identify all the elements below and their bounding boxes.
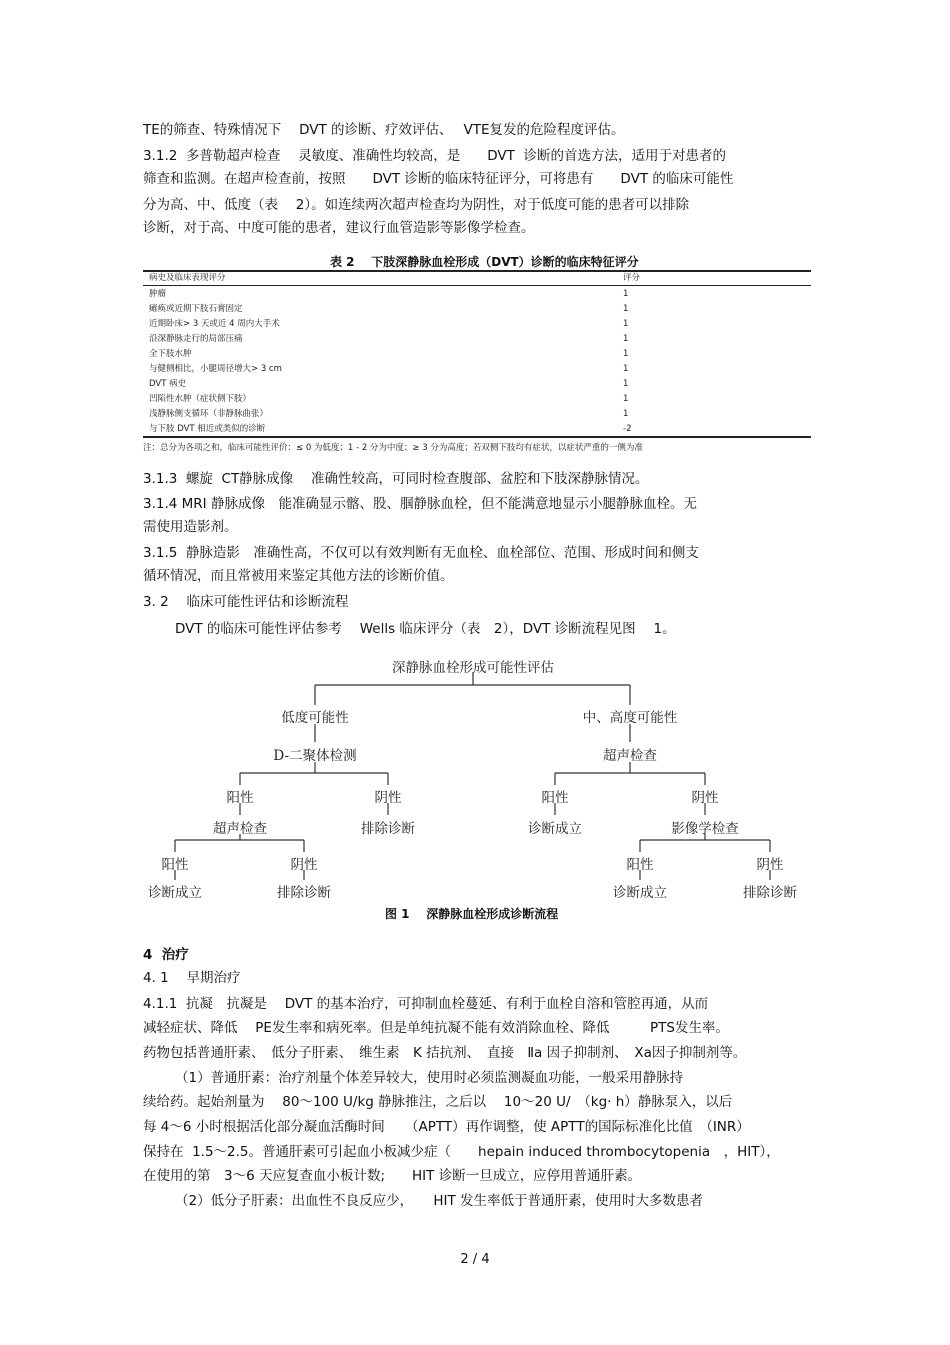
flow-confirm: 诊断成立 xyxy=(528,821,582,837)
flow-positive: 阳性 xyxy=(626,857,654,873)
page-number: 2 / 4 xyxy=(460,1252,490,1267)
text-line: 在使用的第 3～6 天应复查血小板计数; HIT 诊断一旦成立，应停用普通肝素。 xyxy=(143,1168,642,1184)
table-row-item: 浅静脉侧支循环（非静脉曲张） xyxy=(149,409,269,419)
flow-negative: 阴性 xyxy=(290,857,318,873)
flow-negative: 阴性 xyxy=(756,857,784,873)
table-row-item: DVT 病史 xyxy=(149,379,187,389)
text-line: 每 4～6 小时根据活化部分凝血活酶时间 （APTT）再作调整，使 APTT的国际标准化比值 （INR） xyxy=(143,1119,750,1135)
flow-exclude: 排除诊断 xyxy=(361,821,415,837)
text-line: 减轻症状、降低 PE发生率和病死率。但是单纯抗凝不能有效消除血栓、降低 PTS发生率。 xyxy=(143,1020,729,1036)
table-row-score: -2 xyxy=(623,424,632,434)
table-row-item: 沿深静脉走行的局部压痛 xyxy=(149,334,243,344)
text-line: 筛查和监测。在超声检查前，按照 DVT 诊断的临床特征评分，可将患有 DVT 的临床可能性 xyxy=(143,171,734,187)
flow-exclude: 排除诊断 xyxy=(743,885,797,901)
flow-negative: 阴性 xyxy=(374,790,402,806)
table-row-item: 与下肢 DVT 相近或类似的诊断 xyxy=(149,424,266,434)
text-line: 3.1.3 螺旋 CT静脉成像 准确性较高，可同时检查腹部、盆腔和下肢深静脉情况。 xyxy=(143,471,649,487)
text-line: 3.1.4 MRI 静脉成像 能准确显示髂、股、腘静脉血栓，但不能满意地显示小腿静脉血栓。无 xyxy=(143,496,697,512)
text-line: 3.1.2 多普勒超声检查 灵敏度、准确性均较高，是 DVT 诊断的首选方法，适用于对患者的 xyxy=(143,148,726,164)
text-line: （2）低分子肝素：出血性不良反应少， HIT 发生率低于普通肝素，使用时大多数患者 xyxy=(175,1193,704,1209)
table-row-score: 1 xyxy=(623,304,629,314)
flow-positive: 阳性 xyxy=(541,790,569,806)
flow-ultrasound-right: 超声检查 xyxy=(603,748,657,764)
table-row-score: 1 xyxy=(623,364,629,374)
text-line: （1）普通肝素：治疗剂量个体差异较大，使用时必须监测凝血功能，一般采用静脉持 xyxy=(175,1070,684,1086)
text-line: 诊断，对于高、中度可能的患者，建议行血管造影等影像学检查。 xyxy=(143,220,535,236)
text-line: 4.1.1 抗凝 抗凝是 DVT 的基本治疗，可抑制血栓蔓延、有利于血栓自溶和管腔再通，从而 xyxy=(143,996,709,1012)
table-row-score: 1 xyxy=(623,379,629,389)
flow-confirm: 诊断成立 xyxy=(613,885,667,901)
flow-imaging: 影像学检查 xyxy=(671,821,739,837)
flow-negative: 阴性 xyxy=(691,790,719,806)
table-row-item: 近期卧床> 3 天或近 4 周内大手术 xyxy=(149,319,280,329)
table-row-score: 1 xyxy=(623,319,629,329)
table-row-score: 1 xyxy=(623,349,629,359)
flow-d-dimer: D-二聚体检测 xyxy=(273,748,357,764)
text-line: 续给药。起始剂量为 80～100 U/kg 静脉推注，之后以 10～20 U/ （kg· h）静脉泵入，以后 xyxy=(143,1094,733,1110)
flow-positive: 阳性 xyxy=(161,857,189,873)
text-line: 保持在 1.5～2.5。普通肝素可引起血小板减少症（ hepain induced thrombocytopenia ，HIT）， xyxy=(143,1144,780,1160)
table-header-score: 评分 xyxy=(623,273,641,283)
flow-root: 深静脉血栓形成可能性评估 xyxy=(392,660,554,676)
table-header-item: 病史及临床表现评分 xyxy=(149,273,226,283)
text-line: DVT 的临床可能性评估参考 Wells 临床评分（表 2），DVT 诊断流程见图 1。 xyxy=(175,621,676,637)
table-row-item: 全下肢水肿 xyxy=(149,349,192,359)
flow-confirm: 诊断成立 xyxy=(148,885,202,901)
figure-caption: 图 1 深静脉血栓形成诊断流程 xyxy=(385,907,559,921)
table-row-score: 1 xyxy=(623,409,629,419)
text-line: TE的筛查、特殊情况下 DVT 的诊断、疗效评估、 VTE复发的危险程度评估。 xyxy=(143,122,625,138)
table-caption: 表 2 下肢深静脉血栓形成（DVT）诊断的临床特征评分 xyxy=(330,255,639,269)
section-heading: 4 治疗 xyxy=(143,947,189,963)
text-line: 需使用造影剂。 xyxy=(143,519,238,535)
table-row-score: 1 xyxy=(623,289,629,299)
text-line: 分为高、中、低度（表 2）。如连续两次超声检查均为阴性，对于低度可能的患者可以排除 xyxy=(143,197,690,213)
text-line: 循环情况，而且常被用来鉴定其他方法的诊断价值。 xyxy=(143,568,454,584)
table-row-score: 1 xyxy=(623,334,629,344)
flow-exclude: 排除诊断 xyxy=(277,885,331,901)
table-row-item: 与健侧相比，小腿周径增大> 3 cm xyxy=(149,364,282,374)
table-note: 注：总分为各项之和，临床可能性评价：≤ 0 为低度；1 - 2 分为中度；≥ 3 分为高度；若双侧下肢均有症状，以症状严重的一侧为准 xyxy=(143,443,643,453)
table-row-item: 瘫痪或近期下肢石膏固定 xyxy=(149,304,243,314)
table-row-score: 1 xyxy=(623,394,629,404)
section-heading: 4. 1 早期治疗 xyxy=(143,970,241,986)
flow-low: 低度可能性 xyxy=(281,710,349,726)
flow-ultrasound-left: 超声检查 xyxy=(213,821,267,837)
flow-positive: 阳性 xyxy=(226,790,254,806)
table-row-item: 肿瘤 xyxy=(149,289,167,299)
table-row-item: 凹陷性水肿（症状侧下肢） xyxy=(149,394,252,404)
flow-high: 中、高度可能性 xyxy=(582,710,678,726)
text-line: 药物包括普通肝素、 低分子肝素、 维生素 K 拮抗剂、 直接 Ⅱa 因子抑制剂、 Xa因子抑制剂等。 xyxy=(143,1045,747,1061)
text-line: 3.1.5 静脉造影 准确性高，不仅可以有效判断有无血栓、血栓部位、范围、形成时间和侧支 xyxy=(143,545,699,561)
section-heading: 3. 2 临床可能性评估和诊断流程 xyxy=(143,594,349,610)
